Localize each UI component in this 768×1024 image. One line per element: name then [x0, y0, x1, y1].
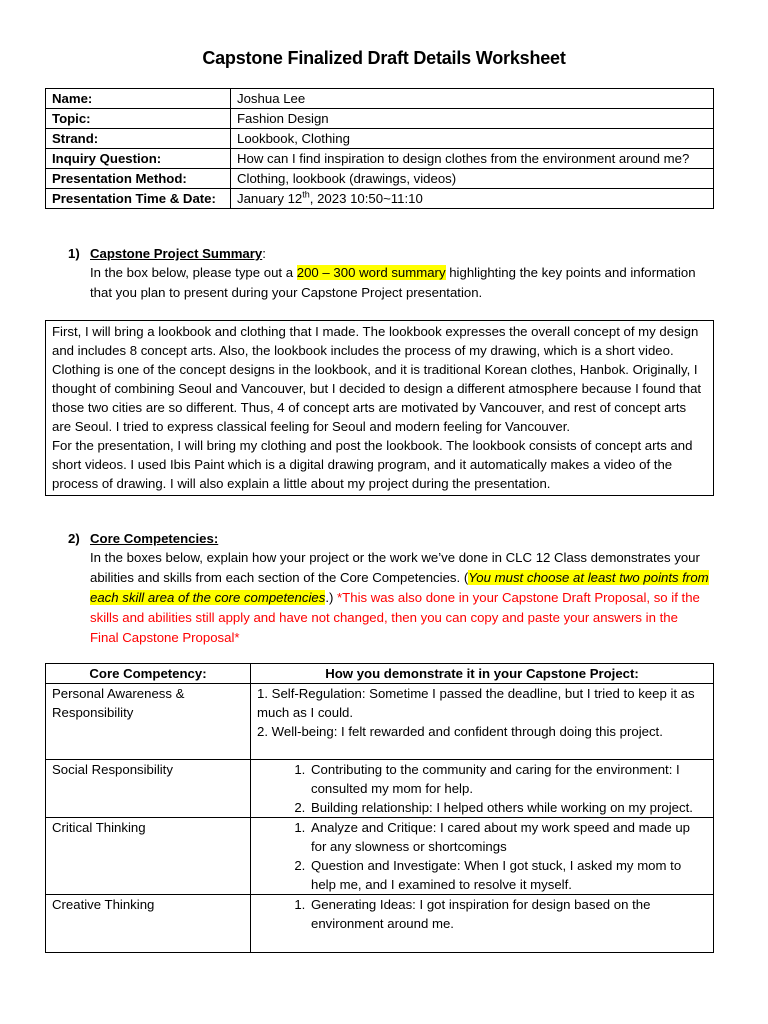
- page-title: Capstone Finalized Draft Details Worksheet: [202, 48, 566, 68]
- section-1-instr-b: highlighting the key points and information that you plan to present during your Capstone Project presentation.: [90, 265, 696, 300]
- summary-paragraph-1: First, I will bring a lookbook and clothing that I made. The lookbook expresses the overall concept of my design and includes 8 concept arts. Also, the lookbook includes the process of my drawing, which is a short video. Clothing is one of the concept designs in the lookbook, and it is traditional Korean clothes, Hanbok. Originally, I thought of combining Seoul and Vancouver, but I decided to design a different atmosphere because I found that those two cities are so different. Thus, 4 of concept arts are motivated by Vancouver, and rest of concept arts are Seoul. I tried to express classical feeling for Seoul and modern feeling for Vancouver.: [52, 324, 702, 434]
- project-summary-box: [45, 320, 714, 496]
- table-row: [46, 129, 714, 149]
- core-competencies-table: [45, 663, 714, 953]
- table-row: [46, 760, 714, 818]
- table-row: [46, 684, 714, 760]
- section-1-number: 1): [68, 246, 80, 261]
- word-count-highlight: 200 – 300 word summary: [296, 265, 446, 280]
- presentation-date: January 12: [237, 191, 303, 206]
- table-row: [46, 169, 714, 189]
- inquiry-question-value: How can I find inspiration to design clothes from the environment around me?: [231, 149, 714, 169]
- strand-value: Lookbook, Clothing: [231, 129, 714, 149]
- date-suffix: th: [302, 189, 310, 200]
- section-1-instr-a: In the box below, please type out a: [90, 265, 297, 280]
- name-value: Joshua Lee: [231, 89, 714, 109]
- inquiry-question-label: Inquiry Question:: [46, 149, 231, 169]
- student-info-table: [45, 88, 714, 209]
- table-row: [46, 149, 714, 169]
- presentation-time: , 2023 10:50~11:10: [309, 191, 423, 206]
- section-2-title: Core Competencies:: [90, 531, 219, 546]
- section-2-instr-b: .): [325, 590, 338, 605]
- section-1-colon: :: [262, 246, 266, 261]
- presentation-time-label: Presentation Time & Date:: [46, 189, 231, 209]
- section-1-title: Capstone Project Summary: [90, 246, 263, 261]
- section-1-heading: [68, 244, 266, 264]
- competency-name: Personal Awareness & Responsibility: [46, 684, 251, 760]
- competency-item: 1. Self-Regulation: Sometime I passed the deadline, but I tried to keep it as much as I could.: [257, 686, 695, 720]
- table-row: [46, 89, 714, 109]
- list-item: 2. Question and Investigate: When I got stuck, I asked my mom to help me, and I examined to resolve it myself.: [309, 856, 707, 894]
- table-row: [46, 895, 714, 953]
- requirement-highlight: You must choose at least two points from each skill area of the core competencies: [90, 570, 709, 605]
- competency-details: [251, 818, 714, 895]
- table-row: [46, 818, 714, 895]
- topic-value: Fashion Design: [231, 109, 714, 129]
- competency-details: [251, 684, 714, 760]
- copy-paste-note: *This was also done in your Capstone Draft Proposal, so if the skills and abilities still apply and have not changed, then you can copy and paste your answers in the Final Capstone Proposal*: [90, 590, 700, 645]
- section-2-instr-a: In the boxes below, explain how your project or the work we’ve done in CLC 12 Class demonstrates your abilities and skills from each section of the Core Competencies. (: [90, 550, 700, 585]
- presentation-method-value: Clothing, lookbook (drawings, videos): [231, 169, 714, 189]
- list-item: 1. Generating Ideas: I got inspiration for design based on the environment around me.: [309, 895, 707, 933]
- competency-name: Creative Thinking: [46, 895, 251, 953]
- competency-item: 2. Well-being: I felt rewarded and confident through doing this project.: [257, 724, 663, 739]
- list-item: 1. Analyze and Critique: I cared about my work speed and made up for any slowness or shortcomings: [309, 818, 707, 856]
- list-item: 1. Contributing to the community and caring for the environment: I consulted my mom for help.: [309, 760, 707, 798]
- competency-details: [251, 895, 714, 953]
- section-2-number: 2): [68, 531, 80, 546]
- topic-label: Topic:: [46, 109, 231, 129]
- competency-name: Social Responsibility: [46, 760, 251, 818]
- competency-details: [251, 760, 714, 818]
- column-header-demonstration: How you demonstrate it in your Capstone Project:: [251, 664, 714, 684]
- column-header-competency: Core Competency:: [46, 664, 251, 684]
- presentation-time-value: [231, 189, 714, 209]
- presentation-method-label: Presentation Method:: [46, 169, 231, 189]
- section-1-instructions: [90, 263, 710, 303]
- summary-paragraph-2: For the presentation, I will bring my clothing and post the lookbook. The lookbook consists of concept arts and short videos. I used Ibis Paint which is a digital drawing program, and it automatically makes a video of the process of drawing. I will also explain a little about my project during the presentation.: [52, 438, 693, 491]
- competency-name: Critical Thinking: [46, 818, 251, 895]
- table-row: [46, 189, 714, 209]
- table-row: [46, 109, 714, 129]
- table-header-row: [46, 664, 714, 684]
- name-label: Name:: [46, 89, 231, 109]
- list-item: 2. Building relationship: I helped others while working on my project.: [309, 798, 707, 817]
- section-2-instructions: [90, 548, 710, 648]
- strand-label: Strand:: [46, 129, 231, 149]
- section-2-heading: [68, 529, 218, 549]
